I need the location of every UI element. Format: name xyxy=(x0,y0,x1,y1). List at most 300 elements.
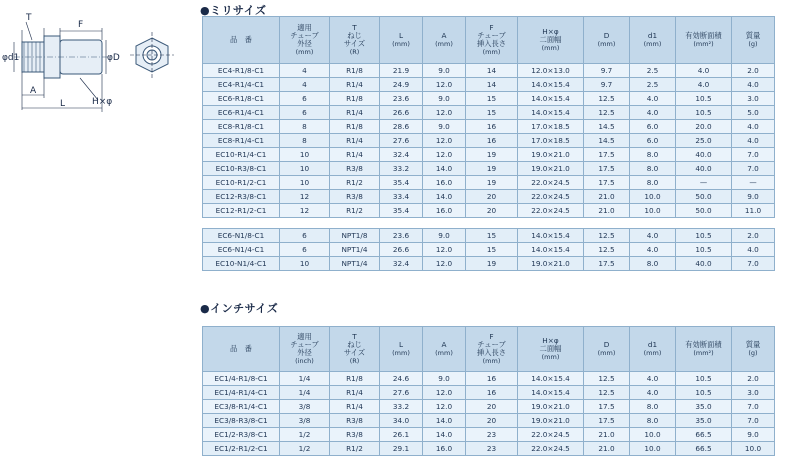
table-cell: 9.7 xyxy=(584,64,630,78)
table-cell: 10.5 xyxy=(676,106,732,120)
table-cell: R1/4 xyxy=(330,106,380,120)
table-cell: 33.2 xyxy=(380,400,423,414)
label-A: A xyxy=(30,86,37,96)
table-cell: NPT1/8 xyxy=(330,229,380,243)
label-L: L xyxy=(60,99,66,109)
table-cell: 7.0 xyxy=(732,257,775,271)
table-cell: R3/8 xyxy=(330,190,380,204)
column-header xyxy=(423,17,466,64)
table-cell: 35.0 xyxy=(676,414,732,428)
table-cell: 10.5 xyxy=(676,229,732,243)
table-cell: 14.0×15.4 xyxy=(518,78,584,92)
table-cell: 6.0 xyxy=(630,120,676,134)
table-cell: 14 xyxy=(466,78,518,92)
table-cell: 17.5 xyxy=(584,400,630,414)
table-cell: 11.0 xyxy=(732,204,775,218)
table-cell: 19.0×21.0 xyxy=(518,257,584,271)
table-cell: 20 xyxy=(466,414,518,428)
table-row xyxy=(203,229,775,243)
table-cell: 9.0 xyxy=(732,428,775,442)
table-cell: 19 xyxy=(466,148,518,162)
table-cell: — xyxy=(732,176,775,190)
table-cell: EC10-R1/2-C1 xyxy=(203,176,280,190)
table-cell: R1/8 xyxy=(330,64,380,78)
table-cell: 40.0 xyxy=(676,148,732,162)
table-cell: 26.1 xyxy=(380,428,423,442)
column-header-label: 品 番 xyxy=(230,35,252,44)
column-header xyxy=(732,17,775,64)
table-cell: 19 xyxy=(466,162,518,176)
column-header-unit: (mm) xyxy=(435,349,453,357)
table-cell: EC1/4-R1/4-C1 xyxy=(203,386,280,400)
column-header-unit: (g) xyxy=(748,40,758,48)
table-cell: 6 xyxy=(280,92,330,106)
table-cell: 14.0 xyxy=(423,190,466,204)
table-cell: 4.0 xyxy=(732,78,775,92)
table-cell: 7.0 xyxy=(732,162,775,176)
table-cell: R3/8 xyxy=(330,162,380,176)
table-cell: 12.5 xyxy=(584,106,630,120)
column-header-label: F チューブ 挿入長さ xyxy=(476,23,507,48)
table-cell: 12.0 xyxy=(423,134,466,148)
table-cell: EC10-R3/8-C1 xyxy=(203,162,280,176)
table-cell: 23 xyxy=(466,428,518,442)
table-row xyxy=(203,428,775,442)
table-cell: 14.0×15.4 xyxy=(518,372,584,386)
table-cell: 4.0 xyxy=(732,120,775,134)
table-cell: R1/4 xyxy=(330,134,380,148)
table-row xyxy=(203,78,775,92)
column-header xyxy=(630,327,676,372)
table-cell: 1/2 xyxy=(280,442,330,456)
table-cell: 12.0 xyxy=(423,106,466,120)
table-cell: 32.4 xyxy=(380,148,423,162)
column-header-label: A xyxy=(441,31,447,40)
column-header-label: L xyxy=(398,31,404,40)
column-header-unit: (mm²) xyxy=(693,40,714,48)
table-cell: R1/2 xyxy=(330,176,380,190)
column-header-label: 品 番 xyxy=(230,344,252,353)
column-header-label: 有効断面積 xyxy=(685,31,722,40)
table-cell: 16 xyxy=(466,372,518,386)
table-cell: 10 xyxy=(280,257,330,271)
table-cell: 8.0 xyxy=(630,148,676,162)
table-cell: 4.0 xyxy=(630,372,676,386)
table-cell: 10.0 xyxy=(732,442,775,456)
table-cell: 16 xyxy=(466,386,518,400)
table-cell: 12.0 xyxy=(423,257,466,271)
label-hex: H×φ xyxy=(92,97,113,107)
table-cell: 17.5 xyxy=(584,176,630,190)
spec-table-1-0 xyxy=(202,326,775,456)
table-cell: 12 xyxy=(280,190,330,204)
table-cell: 10.5 xyxy=(676,372,732,386)
table-cell: 12.0×13.0 xyxy=(518,64,584,78)
column-header-unit: (mm) xyxy=(597,349,616,357)
table-cell: 35.0 xyxy=(676,400,732,414)
table-row xyxy=(203,414,775,428)
table-cell: 8 xyxy=(280,120,330,134)
label-F: F xyxy=(78,20,84,30)
column-header xyxy=(676,17,732,64)
table-cell: 17.0×18.5 xyxy=(518,120,584,134)
table-cell: 3.0 xyxy=(732,92,775,106)
spec-table-0-0 xyxy=(202,16,775,218)
table-cell: 9.0 xyxy=(732,190,775,204)
table-cell: 7.0 xyxy=(732,414,775,428)
table-header-row xyxy=(203,327,775,372)
column-header xyxy=(330,17,380,64)
column-header-unit: (mm) xyxy=(392,349,410,357)
table-cell: 17.5 xyxy=(584,162,630,176)
table-cell: 26.6 xyxy=(380,106,423,120)
column-header xyxy=(380,17,423,64)
table-cell: R1/8 xyxy=(330,92,380,106)
table-cell: 12.0 xyxy=(423,78,466,92)
table-cell: 12.0 xyxy=(423,243,466,257)
table-cell: 10.0 xyxy=(630,190,676,204)
table-cell: 22.0×24.5 xyxy=(518,176,584,190)
table-cell: 9.0 xyxy=(423,120,466,134)
table-row xyxy=(203,372,775,386)
table-cell: EC10-N1/4-C1 xyxy=(203,257,280,271)
column-header-unit: (mm) xyxy=(392,40,410,48)
table-row xyxy=(203,190,775,204)
label-phi-D: φD xyxy=(107,53,120,63)
table-cell: 23.6 xyxy=(380,229,423,243)
table-cell: EC6-R1/8-C1 xyxy=(203,92,280,106)
table-row xyxy=(203,386,775,400)
table-cell: EC3/8-R1/4-C1 xyxy=(203,400,280,414)
column-header-label: 有効断面積 xyxy=(685,340,722,349)
column-header-label: d1 xyxy=(647,340,658,349)
table-cell: EC1/2-R3/8-C1 xyxy=(203,428,280,442)
table-row xyxy=(203,148,775,162)
spec-table-0-1 xyxy=(202,228,775,271)
table-cell: 66.5 xyxy=(676,442,732,456)
table-cell: R1/2 xyxy=(330,204,380,218)
column-header-unit: (mm) xyxy=(597,40,616,48)
table-cell: 27.6 xyxy=(380,386,423,400)
table-cell: 35.4 xyxy=(380,204,423,218)
column-header xyxy=(203,327,280,372)
table-cell: 7.0 xyxy=(732,148,775,162)
table-cell: 12.0 xyxy=(423,386,466,400)
table-cell: 12.5 xyxy=(584,229,630,243)
column-header-label: 質量 xyxy=(745,340,761,349)
table-cell: 9.0 xyxy=(423,229,466,243)
table-cell: 4.0 xyxy=(630,386,676,400)
table-cell: 26.6 xyxy=(380,243,423,257)
table-cell: 21.0 xyxy=(584,442,630,456)
table-cell: 50.0 xyxy=(676,204,732,218)
table-cell: 34.0 xyxy=(380,414,423,428)
table-cell: EC6-R1/4-C1 xyxy=(203,106,280,120)
column-header xyxy=(732,327,775,372)
table-cell: 4.0 xyxy=(676,64,732,78)
table-cell: 4.0 xyxy=(732,243,775,257)
table-cell: EC4-R1/4-C1 xyxy=(203,78,280,92)
column-header-unit: (R) xyxy=(349,357,360,365)
table-cell: 10 xyxy=(280,176,330,190)
table-cell: 12 xyxy=(280,204,330,218)
table-cell: 33.4 xyxy=(380,190,423,204)
table-cell: 4 xyxy=(280,78,330,92)
column-header-unit: (mm) xyxy=(541,353,560,361)
table-cell: 14.0×15.4 xyxy=(518,92,584,106)
table-cell: 19.0×21.0 xyxy=(518,414,584,428)
table-cell: 12.5 xyxy=(584,92,630,106)
column-header-unit: (mm) xyxy=(541,44,560,52)
table-cell: EC8-R1/8-C1 xyxy=(203,120,280,134)
table-cell: 4.0 xyxy=(676,78,732,92)
table-cell: 24.9 xyxy=(380,78,423,92)
label-phi-d1: φd1 xyxy=(2,53,20,63)
table-cell: R1/4 xyxy=(330,148,380,162)
table-cell: 21.9 xyxy=(380,64,423,78)
table-cell: EC3/8-R3/8-C1 xyxy=(203,414,280,428)
table-cell: 24.6 xyxy=(380,372,423,386)
column-header xyxy=(423,327,466,372)
table-cell: 14.0×15.4 xyxy=(518,243,584,257)
table-cell: 19.0×21.0 xyxy=(518,148,584,162)
table-cell: 20.0 xyxy=(676,120,732,134)
table-cell: 12.0 xyxy=(423,148,466,162)
table-cell: 9.0 xyxy=(423,372,466,386)
table-cell: 14.5 xyxy=(584,134,630,148)
table-cell: 14.0×15.4 xyxy=(518,229,584,243)
table-cell: 22.0×24.5 xyxy=(518,442,584,456)
table-cell: 10.0 xyxy=(630,442,676,456)
table-cell: 7.0 xyxy=(732,400,775,414)
table-cell: 15 xyxy=(466,243,518,257)
table-cell: R1/8 xyxy=(330,372,380,386)
column-header-label: T ねじ サイズ xyxy=(343,332,366,357)
table-cell: 5.0 xyxy=(732,106,775,120)
table-cell: 16 xyxy=(466,134,518,148)
table-cell: 17.0×18.5 xyxy=(518,134,584,148)
table-cell: 12.5 xyxy=(584,386,630,400)
table-cell: EC6-N1/4-C1 xyxy=(203,243,280,257)
table-cell: 66.5 xyxy=(676,428,732,442)
table-cell: 2.0 xyxy=(732,229,775,243)
table-row xyxy=(203,92,775,106)
column-header xyxy=(280,327,330,372)
table-cell: 12.5 xyxy=(584,243,630,257)
column-header-unit: (mm) xyxy=(643,349,662,357)
table-cell: 14.0 xyxy=(423,414,466,428)
table-cell: 4.0 xyxy=(732,134,775,148)
table-cell: EC1/2-R1/2-C1 xyxy=(203,442,280,456)
table-cell: 16.0 xyxy=(423,204,466,218)
table-cell: 20 xyxy=(466,190,518,204)
table-cell: 17.5 xyxy=(584,257,630,271)
column-header-unit: (mm) xyxy=(295,48,314,56)
table-cell: 19.0×21.0 xyxy=(518,162,584,176)
table-cell: 15 xyxy=(466,229,518,243)
column-header xyxy=(466,327,518,372)
column-header-label: H×φ 二面幅 xyxy=(539,27,562,44)
table-cell: 23 xyxy=(466,442,518,456)
column-header-label: H×φ 二面幅 xyxy=(539,336,562,353)
table-cell: 16.0 xyxy=(423,442,466,456)
table-cell: 2.0 xyxy=(732,64,775,78)
table-cell: 4.0 xyxy=(630,229,676,243)
table-row xyxy=(203,106,775,120)
table-cell: 17.5 xyxy=(584,414,630,428)
table-cell: 3/8 xyxy=(280,414,330,428)
table-cell: 9.7 xyxy=(584,78,630,92)
table-cell: 16 xyxy=(466,120,518,134)
table-cell: NPT1/4 xyxy=(330,243,380,257)
column-header-unit: (mm) xyxy=(643,40,662,48)
table-cell: 8.0 xyxy=(630,400,676,414)
table-cell: 12.0 xyxy=(423,400,466,414)
table-cell: R1/4 xyxy=(330,400,380,414)
table-row xyxy=(203,442,775,456)
table-cell: 4.0 xyxy=(630,243,676,257)
table-cell: 10 xyxy=(280,148,330,162)
table-cell: 2.5 xyxy=(630,78,676,92)
table-cell: 16.0 xyxy=(423,176,466,190)
table-row xyxy=(203,120,775,134)
table-cell: 9.0 xyxy=(423,92,466,106)
table-cell: 15 xyxy=(466,106,518,120)
table-cell: 14.0×15.4 xyxy=(518,386,584,400)
table-cell: NPT1/4 xyxy=(330,257,380,271)
table-cell: 27.6 xyxy=(380,134,423,148)
table-header-row xyxy=(203,17,775,64)
table-cell: EC1/4-R1/8-C1 xyxy=(203,372,280,386)
table-cell: 10.5 xyxy=(676,243,732,257)
column-header xyxy=(203,17,280,64)
table-cell: 14.0×15.4 xyxy=(518,106,584,120)
table-cell: 50.0 xyxy=(676,190,732,204)
table-cell: EC12-R3/8-C1 xyxy=(203,190,280,204)
table-cell: 22.0×24.5 xyxy=(518,204,584,218)
column-header-unit: (mm²) xyxy=(693,349,714,357)
table-cell: 20 xyxy=(466,400,518,414)
table-row xyxy=(203,162,775,176)
column-header-label: 適用 チューブ 外径 xyxy=(290,332,319,357)
table-cell: 2.0 xyxy=(732,372,775,386)
table-cell: 4.0 xyxy=(630,106,676,120)
column-header xyxy=(330,327,380,372)
table-cell: 17.5 xyxy=(584,148,630,162)
table-cell: 10 xyxy=(280,162,330,176)
table-cell: 9.0 xyxy=(423,64,466,78)
table-cell: EC8-R1/4-C1 xyxy=(203,134,280,148)
table-cell: 3.0 xyxy=(732,386,775,400)
column-header xyxy=(518,327,584,372)
table-cell: 35.4 xyxy=(380,176,423,190)
table-cell: 21.0 xyxy=(584,204,630,218)
table-cell: 33.2 xyxy=(380,162,423,176)
table-cell: R3/8 xyxy=(330,428,380,442)
table-cell: 10.5 xyxy=(676,92,732,106)
column-header-unit: (R) xyxy=(349,48,360,56)
table-cell: 6 xyxy=(280,243,330,257)
table-cell: 15 xyxy=(466,92,518,106)
table-cell: 21.0 xyxy=(584,428,630,442)
table-cell: 8.0 xyxy=(630,257,676,271)
table-cell: 23.6 xyxy=(380,92,423,106)
table-cell: 29.1 xyxy=(380,442,423,456)
table-cell: EC6-N1/8-C1 xyxy=(203,229,280,243)
column-header-label: 質量 xyxy=(745,31,761,40)
section-title-metric: ●ミリサイズ xyxy=(200,4,267,17)
table-cell: 1/4 xyxy=(280,386,330,400)
table-cell: 40.0 xyxy=(676,257,732,271)
table-cell: 8.0 xyxy=(630,414,676,428)
section-title-inch: ●インチサイズ xyxy=(200,302,279,315)
table-cell: 19 xyxy=(466,257,518,271)
table-cell: 6.0 xyxy=(630,134,676,148)
table-cell: 22.0×24.5 xyxy=(518,190,584,204)
table-cell: 1/2 xyxy=(280,428,330,442)
table-row xyxy=(203,204,775,218)
table-cell: EC10-R1/4-C1 xyxy=(203,148,280,162)
column-header-label: L xyxy=(398,340,404,349)
column-header xyxy=(584,327,630,372)
column-header xyxy=(584,17,630,64)
column-header-label: D xyxy=(603,340,610,349)
table-cell: — xyxy=(676,176,732,190)
table-cell: R3/8 xyxy=(330,414,380,428)
table-cell: 8.0 xyxy=(630,162,676,176)
table-cell: 3/8 xyxy=(280,400,330,414)
table-cell: 28.6 xyxy=(380,120,423,134)
table-cell: 19 xyxy=(466,176,518,190)
table-row xyxy=(203,64,775,78)
table-row xyxy=(203,243,775,257)
table-cell: 8.0 xyxy=(630,176,676,190)
table-cell: 22.0×24.5 xyxy=(518,428,584,442)
table-cell: 14 xyxy=(466,64,518,78)
table-cell: EC12-R1/2-C1 xyxy=(203,204,280,218)
table-cell: 10.0 xyxy=(630,204,676,218)
column-header xyxy=(676,327,732,372)
table-cell: 4 xyxy=(280,64,330,78)
table-cell: 10.0 xyxy=(630,428,676,442)
table-cell: 25.0 xyxy=(676,134,732,148)
table-cell: 40.0 xyxy=(676,162,732,176)
column-header xyxy=(466,17,518,64)
table-cell: R1/4 xyxy=(330,78,380,92)
table-cell: 14.5 xyxy=(584,120,630,134)
column-header-unit: (mm) xyxy=(482,357,501,365)
table-row xyxy=(203,176,775,190)
column-header-label: D xyxy=(603,31,610,40)
table-cell: 21.0 xyxy=(584,190,630,204)
table-cell: R1/4 xyxy=(330,386,380,400)
column-header-label: T ねじ サイズ xyxy=(343,23,366,48)
table-cell: 1/4 xyxy=(280,372,330,386)
table-cell: 20 xyxy=(466,204,518,218)
table-cell: 19.0×21.0 xyxy=(518,400,584,414)
column-header-unit: (inch) xyxy=(295,357,314,365)
column-header xyxy=(380,327,423,372)
table-cell: 14.0 xyxy=(423,428,466,442)
table-row xyxy=(203,134,775,148)
column-header-unit: (mm) xyxy=(482,48,501,56)
table-cell: 6 xyxy=(280,106,330,120)
table-row xyxy=(203,257,775,271)
column-header-label: A xyxy=(441,340,447,349)
table-cell: 12.5 xyxy=(584,372,630,386)
table-cell: 10.5 xyxy=(676,386,732,400)
label-T: T xyxy=(26,13,32,23)
